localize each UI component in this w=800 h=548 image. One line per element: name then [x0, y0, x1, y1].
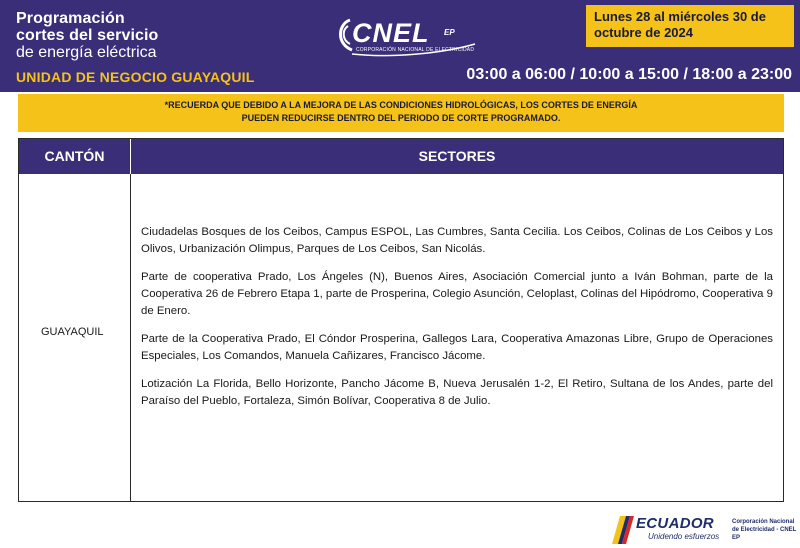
sectors-cell — [141, 224, 773, 421]
date-range-badge: Lunes 28 al miércoles 30 de octubre de 2024 — [586, 5, 794, 47]
corporation-line-2: de Electricidad - CNEL EP — [732, 527, 797, 541]
business-unit-name: UNIDAD DE NEGOCIO GUAYAQUIL — [16, 69, 255, 85]
ecuador-flag-stripes-icon — [612, 516, 634, 544]
footer-logos — [612, 512, 800, 548]
column-divider — [130, 174, 131, 501]
logo-subtitle: CORPORACIÓN NACIONAL DE ELECTRICIDAD — [356, 47, 475, 53]
title-line-1: Programación — [16, 10, 125, 27]
page-title — [16, 10, 158, 61]
column-header-sectores: SECTORES — [418, 148, 496, 164]
notice-line-1: *RECUERDA QUE DEBIDO A LA MEJORA DE LAS CONDICIONES HIDROLÓGICAS, LOS CORTES DE ENERGÍA — [164, 100, 638, 110]
sector-paragraph: Lotización La Florida, Bello Horizonte, Pancho Jácome B, Nueva Jerusalén 1-2, El Retiro, Sultana de los Andes, parte del Paraíso del Pueblo, Fortaleza, Simón Bolívar, Cooperativa 8 de Julio. — [141, 378, 773, 407]
corporation-name — [732, 518, 800, 542]
cnel-logo — [330, 14, 480, 58]
header-banner — [0, 0, 800, 92]
corporation-line-1: Corporación Nacional — [732, 519, 795, 525]
sector-paragraph: Parte de la Cooperativa Prado, El Cóndor Prosperina, Gallegos Lara, Cooperativa Amazonas Libre, Grupo de Operaciones Especiales, Los Comandos, Manuela Cañizares, Francisco Jácome. — [141, 333, 773, 362]
canton-name: GUAYAQUIL — [41, 326, 104, 338]
sector-paragraph: Parte de cooperativa Prado, Los Ángeles (N), Buenos Aires, Asociación Comercial junto a Iván Bohman, parte de la Cooperativa 26 de Febrero Etapa 1, parte de Prosperina, Colegio Asunción, Celoplast, Colinas del Hipódromo, Cooperativa 9 de Enero. — [141, 271, 773, 317]
notice-banner — [18, 94, 784, 132]
sector-paragraph: Ciudadelas Bosques de los Ceibos, Campus ESPOL, Las Cumbres, Santa Cecilia. Los Ceibos, Colinas de Los Ceibos y Los Olivos, Urbanización Olimpus, Parques de Los Ceibos, San Nicolás. — [141, 226, 773, 255]
notice-line-2: PUEDEN REDUCIRSE DENTRO DEL PERIODO DE CORTE PROGRAMADO. — [241, 113, 561, 123]
outage-hours: 03:00 a 06:00 / 10:00 a 15:00 / 18:00 a 23:00 — [466, 66, 792, 83]
table-header — [19, 139, 783, 174]
ecuador-slogan: Unidendo esfuerzos — [648, 532, 720, 541]
column-header-canton: CANTÓN — [19, 139, 131, 174]
schedule-table — [18, 138, 784, 502]
ecuador-wordmark: ECUADOR — [636, 515, 714, 532]
logo-ep: EP — [444, 28, 455, 37]
canton-cell — [19, 174, 130, 501]
logo-wordmark: CNEL — [352, 18, 430, 48]
title-line-3: de energía eléctrica — [16, 44, 157, 61]
title-line-2: cortes del servicio — [16, 27, 159, 44]
